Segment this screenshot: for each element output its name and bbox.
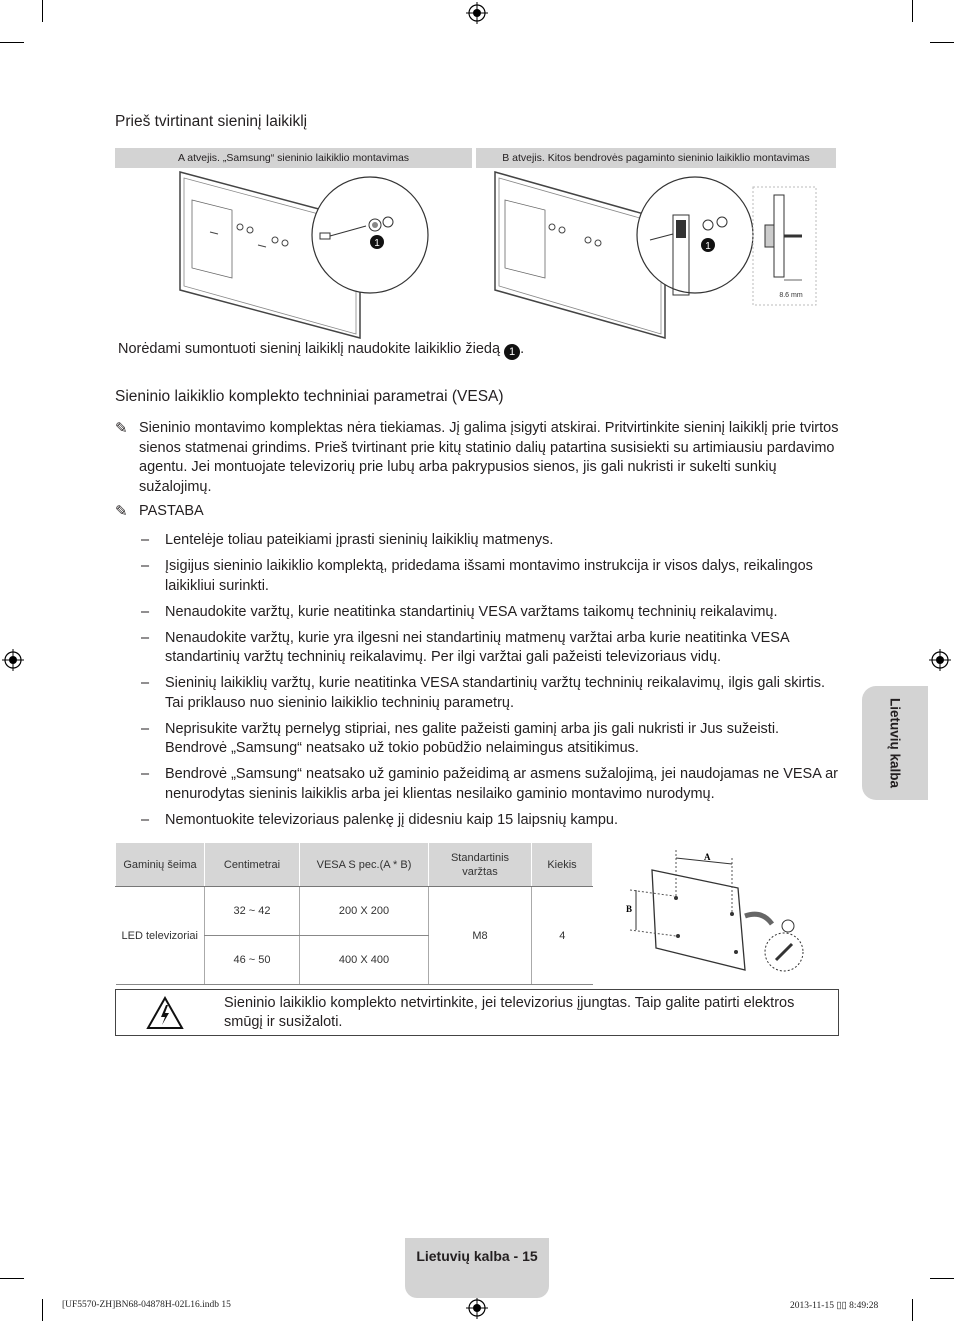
list-item xyxy=(115,811,840,831)
table-cell-qty: 4 xyxy=(532,887,593,985)
table-header: VESA S pec.(A * B) xyxy=(300,843,429,887)
dimension-a-label: A xyxy=(704,852,711,862)
language-side-tab xyxy=(862,686,928,800)
list-item-text: Neprisukite varžtų pernelyg stipriai, nes galite pažeisti gaminį arba jis gali nukristi ir Jus sužeisti. Bendrovė „Samsung“ neatsako už tokio pobūdžio nelaimingus atsitikimus. xyxy=(165,720,780,756)
callout-number-1: 1 xyxy=(504,344,520,360)
side-tab-label: Lietuvių kalba xyxy=(887,697,903,789)
note-bullet-list xyxy=(115,531,840,837)
table-cell-vesa: 400 X 400 xyxy=(300,936,429,985)
warning-electric-shock-icon xyxy=(146,996,184,1030)
footer-date: 2013-11-15 ▯▯ 8:49:28 xyxy=(790,1301,879,1311)
section-heading-vesa: Sieninio laikiklio komplekto techniniai parametrai (VESA) xyxy=(115,388,504,405)
list-item xyxy=(115,531,840,551)
table-row xyxy=(116,887,593,936)
note-wall-mount-kit xyxy=(115,419,840,497)
registration-mark-icon xyxy=(466,1297,488,1319)
footer-file-name: [UF5570-ZH]BN68-04878H-02L16.indb 15 xyxy=(62,1300,231,1310)
list-bullet-dash: – xyxy=(141,675,150,691)
case-b-label: B atvejis. Kitos bendrovės pagaminto sieninio laikiklio montavimas xyxy=(476,148,836,168)
list-item-text: Nenaudokite varžtų, kurie neatitinka standartinių VESA varžtams taikomų techninių reikalavimų. xyxy=(165,603,778,620)
list-item xyxy=(115,629,840,668)
note-pencil-icon: ✎ xyxy=(115,503,128,520)
note-pastaba xyxy=(115,502,415,522)
table-header-row xyxy=(116,843,593,887)
table-header: Gaminių šeima xyxy=(116,843,205,887)
page-number: Lietuvių kalba - 15 xyxy=(416,1248,538,1264)
list-bullet-dash: – xyxy=(141,766,150,782)
list-item-text: Nenaudokite varžtų, kurie yra ilgesni nei standartinių matmenų varžtai arba kurie neatitinka VESA standartinių varžtų techninių reikalavimų. Per ilgi varžtai gali pažeisti televizoriaus vidų. xyxy=(165,629,789,665)
list-item xyxy=(115,674,840,713)
list-item xyxy=(115,720,840,759)
crop-mark xyxy=(930,42,954,43)
crop-mark xyxy=(0,42,24,43)
table-header: Kiekis xyxy=(532,843,593,887)
warning-text: Sieninio laikiklio komplekto netvirtinkite, jei televizorius įjungtas. Taip galite patirti elektros smūgį ir susižaloti. xyxy=(224,995,795,1030)
crop-mark xyxy=(912,0,913,22)
table-cell-cm: 46 ~ 50 xyxy=(205,936,300,985)
list-bullet-dash: – xyxy=(141,720,150,737)
registration-mark-icon xyxy=(929,649,951,671)
table-cell-family: LED televizoriai xyxy=(116,887,205,985)
dimension-b-label: B xyxy=(626,904,633,914)
case-a-tv-back-illustration xyxy=(170,170,470,340)
vesa-spec-table xyxy=(115,842,593,985)
crop-mark xyxy=(42,0,43,22)
dimension-label: 8.6 mm xyxy=(779,292,803,299)
callout-number-1: 1 xyxy=(705,241,711,252)
list-item xyxy=(115,765,840,804)
list-item-text: Bendrovė „Samsung“ neatsako už gaminio pažeidimą ar asmens sužalojimą, jei naudojamas ne VESA ar nenurodytas sieninis laikiklis arba jei klientas nesilaiko gaminio montavimo nurodymų. xyxy=(165,766,838,802)
case-b-tv-back-illustration xyxy=(490,170,840,340)
table-cell-vesa: 200 X 200 xyxy=(300,887,429,936)
list-bullet-dash: – xyxy=(141,811,150,828)
crop-mark xyxy=(930,1278,954,1279)
vesa-dimension-diagram xyxy=(620,848,820,978)
list-item-text: Nemontuokite televizoriaus palenkę jį didesniu kaip 15 laipsnių kampu. xyxy=(165,811,618,828)
table-cell-cm: 32 ~ 42 xyxy=(205,887,300,936)
list-item xyxy=(115,603,840,623)
list-bullet-dash: – xyxy=(141,532,150,548)
section-heading-before-mounting: Prieš tvirtinant sieninį laikiklį xyxy=(115,113,308,130)
crop-mark xyxy=(0,1278,24,1279)
crop-mark xyxy=(912,1299,913,1321)
list-bullet-dash: – xyxy=(141,558,150,574)
note-pencil-icon: ✎ xyxy=(115,420,128,437)
note-text: Sieninio montavimo komplektas nėra tiekiamas. Jį galima įsigyti atskirai. Pritvirtinkite sieninį laikiklį prie tvirtos sienos statmenai grindims. Prieš tvirtinant prie kitų statinio dalių patartina susisiekti su artimiausiu pardavimo agentu. Jei montuojate televizorių prie lubų arba pakrypusios sienos, jis gali nukristi ir sukelti sunkių sužalojimų. xyxy=(139,420,839,495)
registration-mark-icon xyxy=(2,649,24,671)
case-a-label: A atvejis. „Samsung“ sieninio laikiklio montavimas xyxy=(115,148,472,168)
note-label: PASTABA xyxy=(139,503,204,519)
ring-instruction xyxy=(118,340,524,360)
table-header: Standartinis varžtas xyxy=(429,843,532,887)
ring-instruction-text: Norėdami sumontuoti sieninį laikiklį naudokite laikiklio žiedą xyxy=(118,341,501,357)
registration-mark-icon xyxy=(466,2,488,24)
list-item-text: Sieninių laikiklių varžtų, kurie neatitinka VESA standartinių varžtų techninių reikalavimų, ilgis gali skirtis. Tai priklauso nuo sieninio laikiklio techninių parametrų. xyxy=(165,675,826,711)
warning-box xyxy=(115,989,839,1036)
table-header: Centimetrai xyxy=(205,843,300,887)
page-number-tab xyxy=(405,1238,549,1298)
list-item xyxy=(115,557,840,596)
table-cell-screw: M8 xyxy=(429,887,532,985)
list-bullet-dash: – xyxy=(141,629,150,646)
callout-number-1: 1 xyxy=(374,238,380,249)
ring-instruction-period: . xyxy=(520,341,525,357)
list-item-text: Įsigijus sieninio laikiklio komplektą, pridedama išsami montavimo instrukcija ir visos dalys, reikalingos laikikliui surinkti. xyxy=(165,558,813,594)
crop-mark xyxy=(42,1299,43,1321)
list-bullet-dash: – xyxy=(141,603,150,620)
list-item-text: Lentelėje toliau pateikiami įprasti sieninių laikiklių matmenys. xyxy=(165,532,554,548)
